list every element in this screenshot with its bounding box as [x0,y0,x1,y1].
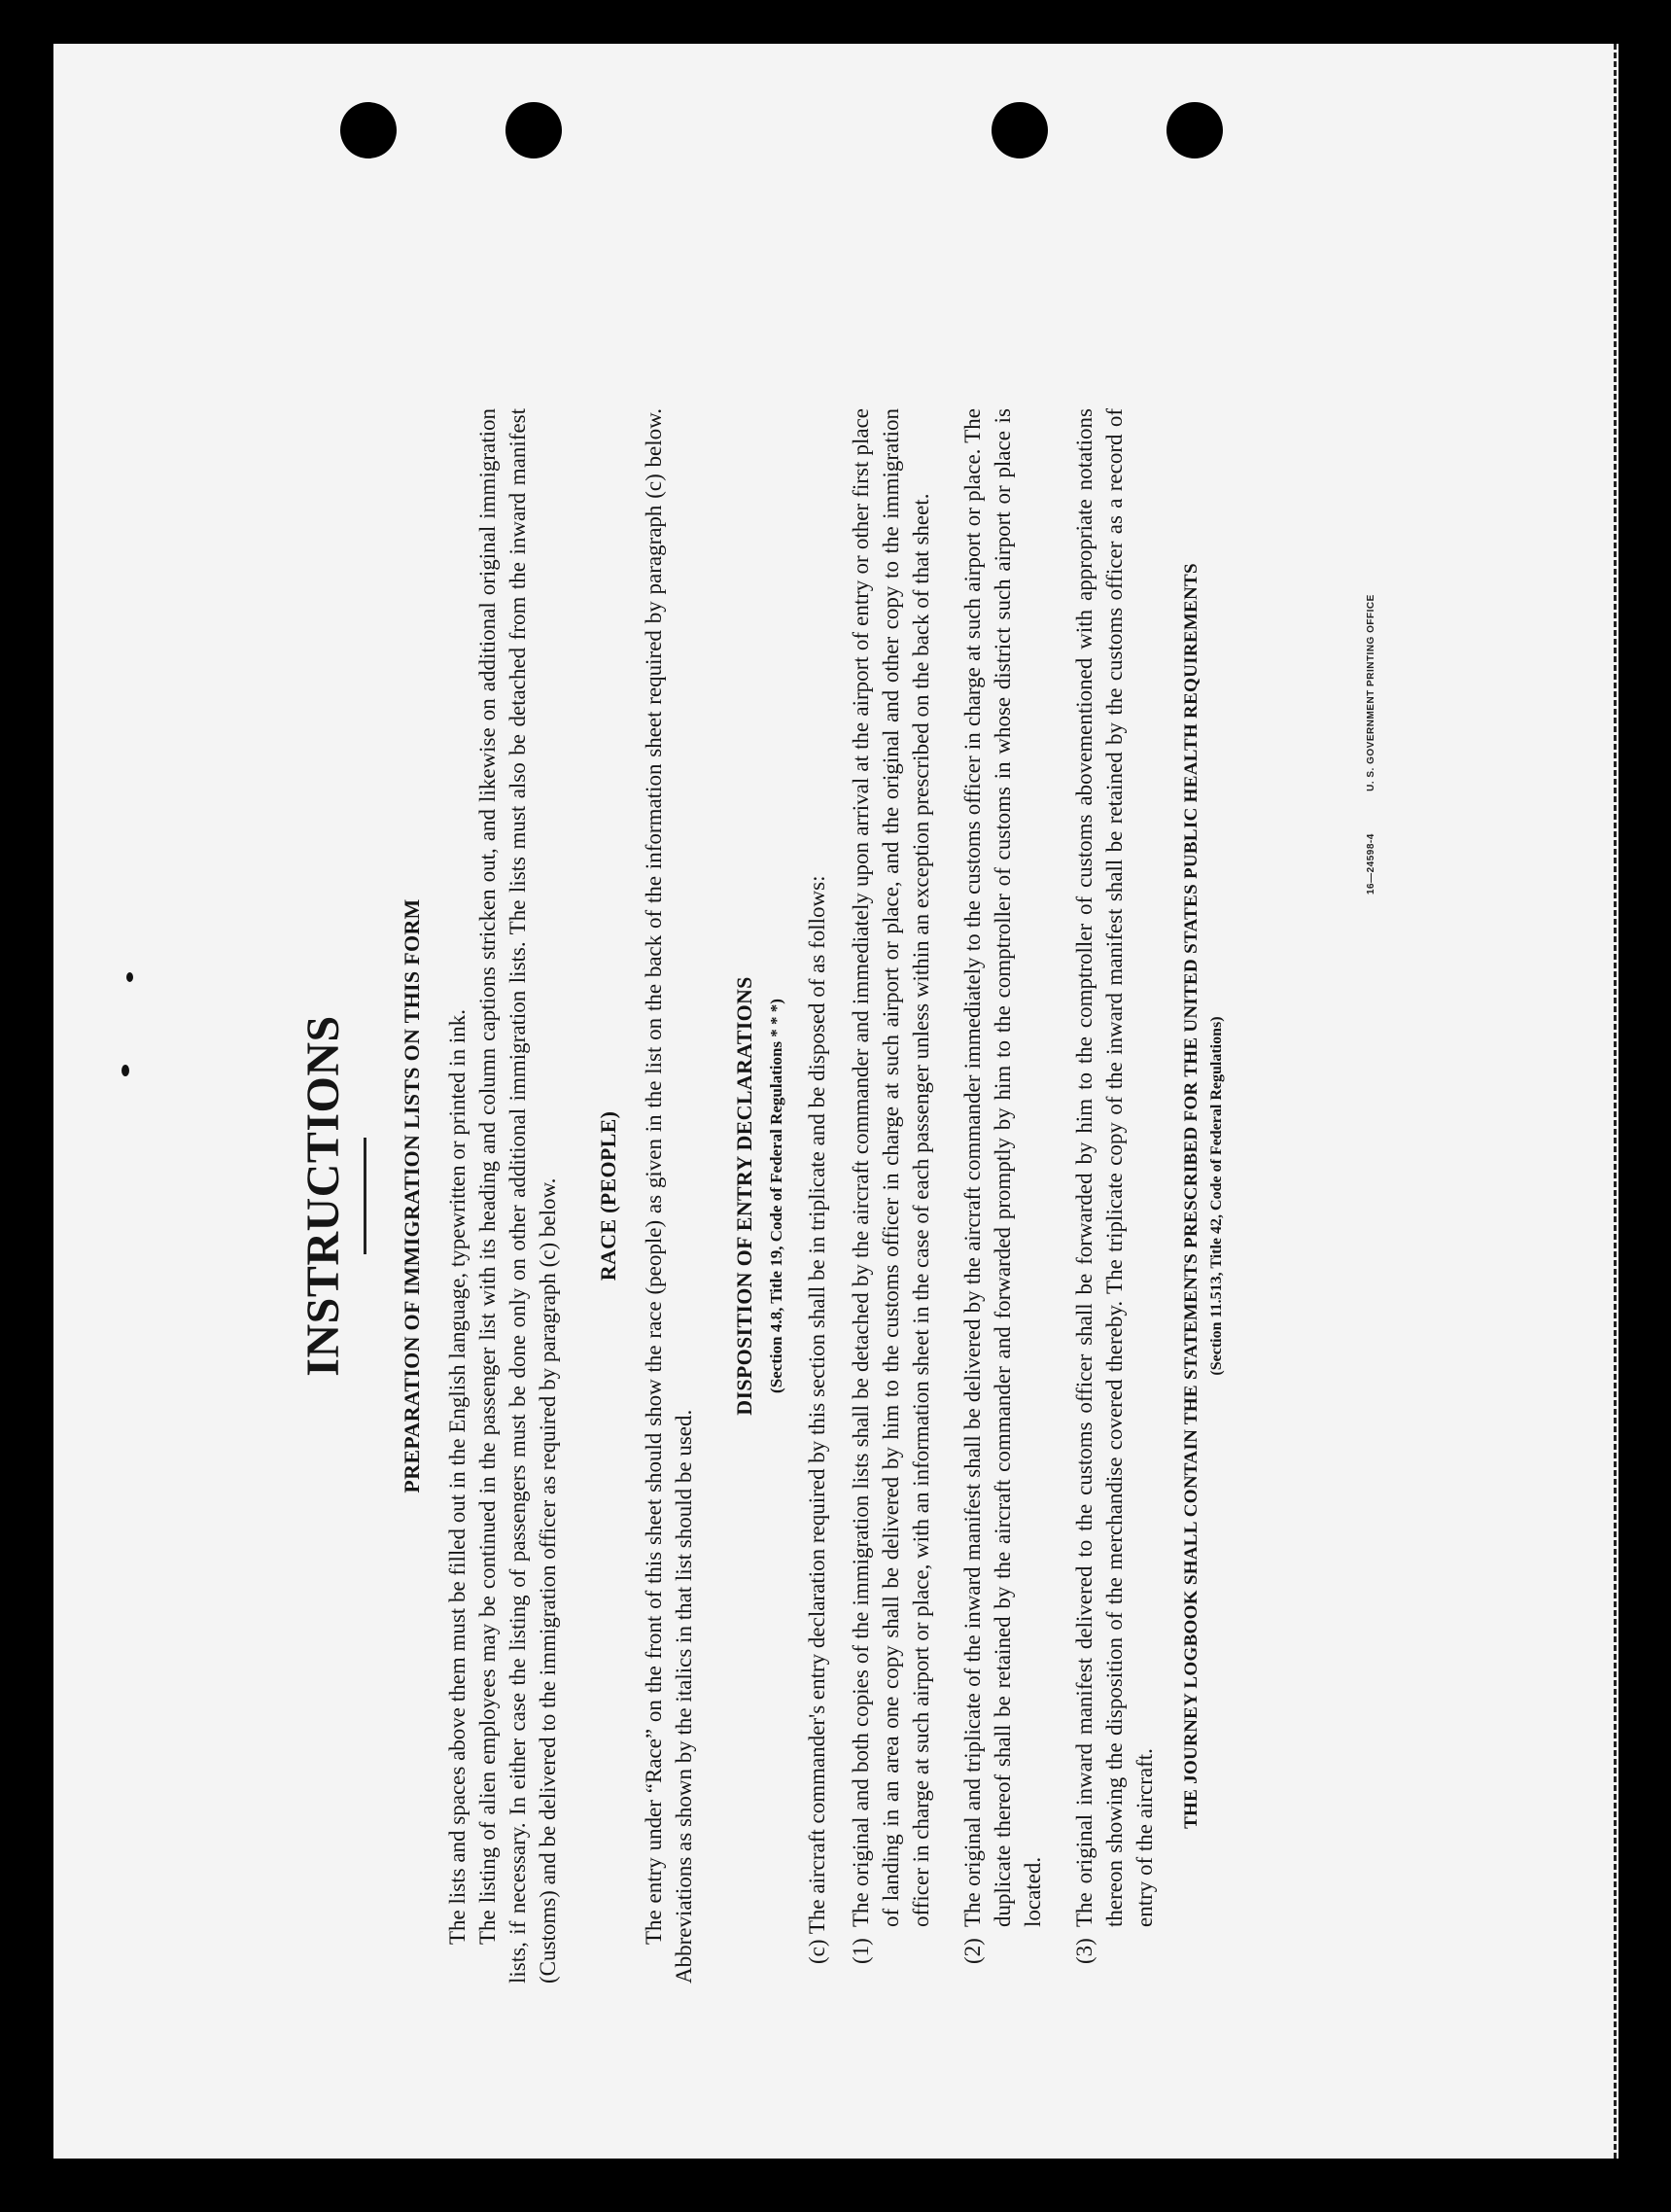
disposition-section [802,408,1160,1984]
page-title: INSTRUCTIONS [297,1015,349,1377]
printer-footer [1366,594,1376,895]
item-text: The original and triplicate of the inward manifest shall be delivered by the aircraft commander immediately to the customs officer in charge at such airport or place. The duplicate thereof shall be retained by the aircraft commander and forwarded promptly by him to the comptroller of customs in whose district such airport or place is located. [960,408,1045,1927]
disposition-heading: DISPOSITION OF ENTRY DECLARATIONS [732,976,756,1416]
race-paragraph: The entry under “Race” on the front of this sheet should show the race (people) as given in the list on the back of the information sheet required by paragraph (c) below. Abbreviations as shown by the italics in that list should be used. [642,408,696,1984]
item-number: (3) [1072,1938,1097,1964]
title-rule [364,1138,366,1254]
logbook-statement: THE JOURNEY LOGBOOK SHALL CONTAIN THE STATEMENTS PRESCRIBED FOR THE UNITED STATES PUBLIC HEALTH REQUIREMENTS [1181,563,1201,1829]
rotated-page [53,44,1619,2159]
list-item [957,408,1048,1964]
disposition-lead: (c) The aircraft commander's entry declaration required by this section shall be in triplicate and be disposed of as follows: [805,875,829,1964]
printer-name: U. S. GOVERNMENT PRINTING OFFICE [1366,594,1376,791]
preparation-heading: PREPARATION OF IMMIGRATION LISTS ON THIS FORM [400,898,424,1493]
disposition-reference: (Section 4.8, Title 19, Code of Federal Regulations * * *) [767,999,785,1393]
item-text: The original and both copies of the immigration lists shall be detached by the aircraft commander and immediately upon arrival at the airport of entry or other first place of landing in an area one copy shall be delivered by him to the customs officer in charge at such airport or place, and the original and other copy to the immigration officer in charge at such airport or place, with an information sheet in the case of each passenger unless within an exception prescribed on the back of that sheet. [849,408,933,1927]
item-number: (2) [960,1938,985,1964]
preparation-section [442,408,563,1984]
logbook-reference: (Section 11.513, Title 42, Code of Federal Regulations) [1208,1016,1225,1376]
form-number: 16—24598-4 [1366,833,1376,895]
list-item [1069,408,1160,1964]
item-text: The original inward manifest delivered to the customs officer shall be forwarded by him to the comptroller of customs abovementioned with appropriate notations thereon showing the disposition of the merchandise covered thereby. The triplicate copy of the inward manifest shall be retained by the customs officer as a record of entry of the aircraft. [1072,408,1157,1927]
race-section [639,408,699,1984]
instructions-content [296,408,1226,1984]
preparation-paragraph-2: The listing of alien employees may be continued in the passenger list with its heading and column captions stricken out, and likewise on additional original immigration lists, if necessary. In either case the listing of passengers must be done only on other additional immigration lists. The lists must also be detached from the inward manifest (Customs) and be delivered to the immigration officer as required by paragraph (c) below. [475,408,560,1984]
race-heading: RACE (PEOPLE) [596,1110,620,1282]
scanned-sheet [53,44,1619,2159]
preparation-paragraph-1: The lists and spaces above them must be filled out in the English language, typewritten or printed in ink. [445,1009,470,1945]
item-number: (1) [849,1938,873,1964]
list-item [846,408,936,1964]
